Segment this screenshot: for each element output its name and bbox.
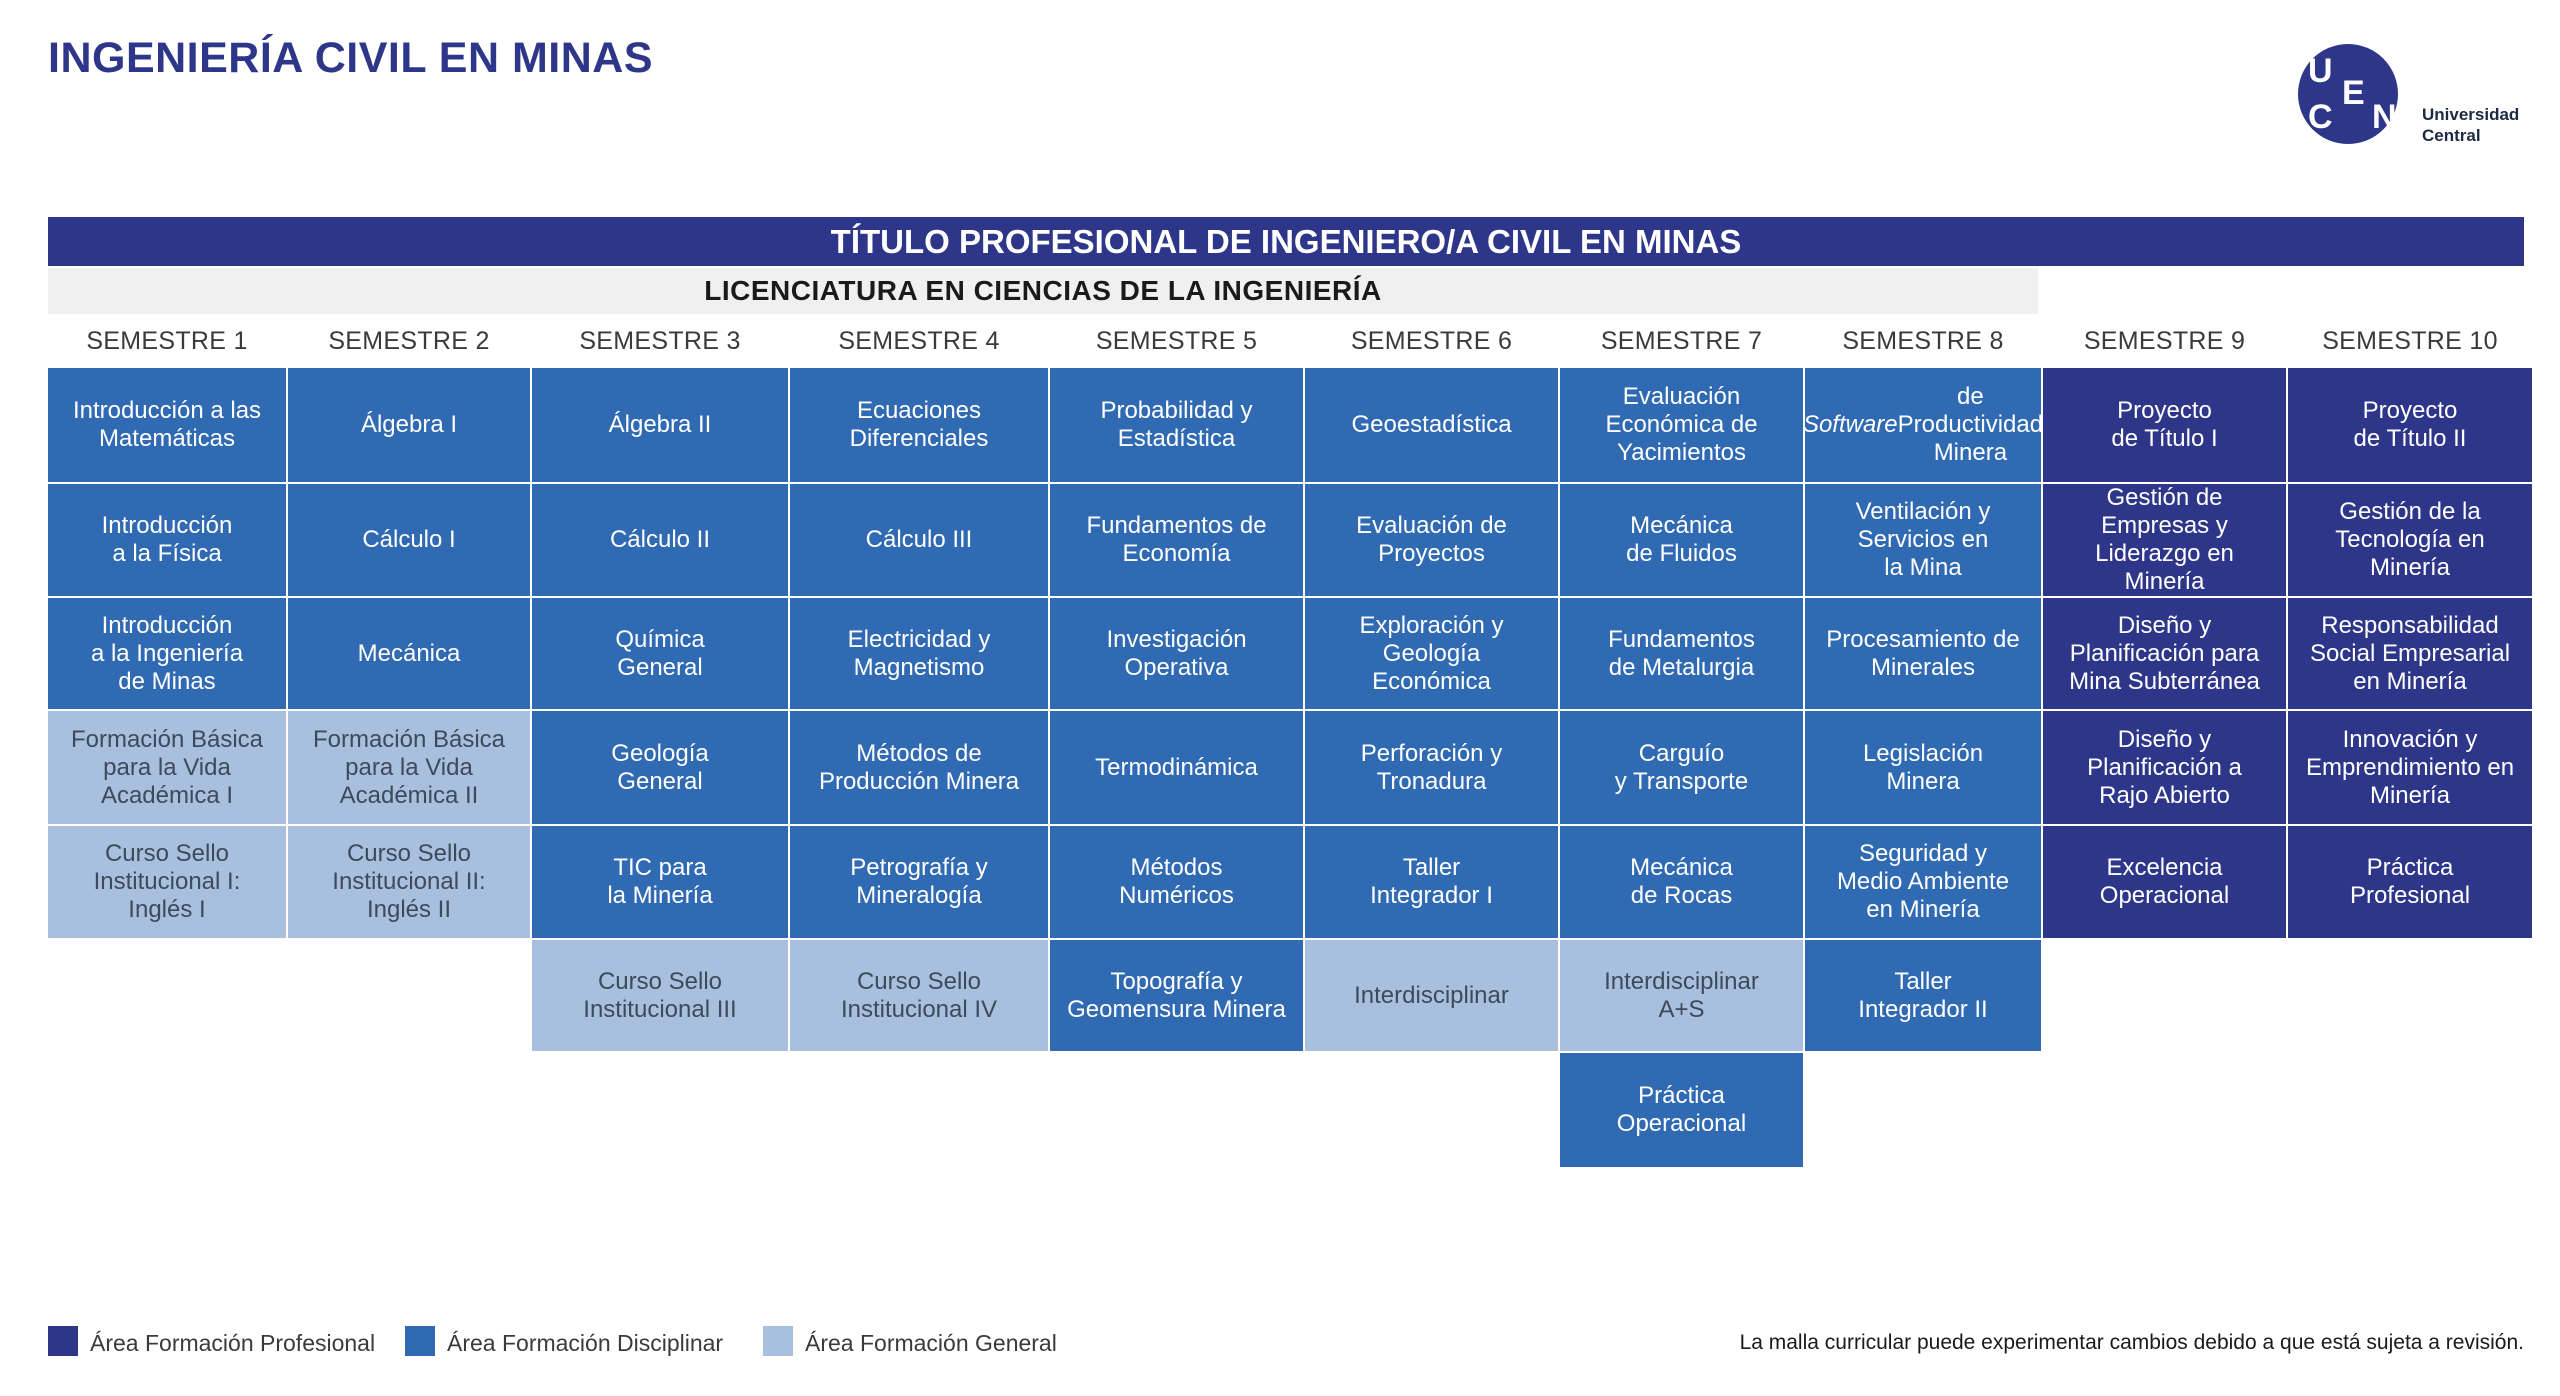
course-cell: Métodos de Producción Minera — [790, 711, 1048, 824]
course-cell: Electricidad y Magnetismo — [790, 598, 1048, 709]
course-cell: Métodos Numéricos — [1050, 826, 1303, 938]
course-cell: Diseño y Planificación a Rajo Abierto — [2043, 711, 2286, 824]
course-cell: Interdisciplinar A+S — [1560, 940, 1803, 1051]
course-cell: Perforación y Tronadura — [1305, 711, 1558, 824]
legend-swatch-disciplinar — [405, 1326, 435, 1356]
legend-swatch-general — [763, 1326, 793, 1356]
logo-line-1: Universidad — [2422, 105, 2520, 124]
course-cell: Geoestadística — [1305, 368, 1558, 482]
course-cell: Curso Sello Institucional II: Inglés II — [288, 826, 530, 938]
course-cell: Proyecto de Título I — [2043, 368, 2286, 482]
course-cell: Formación Básica para la Vida Académica I — [48, 711, 286, 824]
course-cell: Software de Productividad Minera — [1805, 368, 2041, 482]
course-cell: Termodinámica — [1050, 711, 1303, 824]
page-title: INGENIERÍA CIVIL EN MINAS — [48, 34, 654, 82]
course-cell: Responsabilidad Social Empresarial en Minería — [2288, 598, 2532, 709]
logo-letter-c: C — [2308, 98, 2333, 136]
course-cell: Práctica Profesional — [2288, 826, 2532, 938]
legend-label-profesional: Área Formación Profesional — [90, 1330, 376, 1356]
course-cell: Taller Integrador II — [1805, 940, 2041, 1051]
university-logo — [2298, 44, 2530, 148]
semester-header: SEMESTRE 2 — [328, 326, 490, 355]
semester-header: SEMESTRE 3 — [579, 326, 741, 355]
degree-title-banner: TÍTULO PROFESIONAL DE INGENIERO/A CIVIL EN MINAS — [48, 217, 2524, 266]
course-cell: Evaluación Económica de Yacimientos — [1560, 368, 1803, 482]
course-cell: Cálculo II — [532, 484, 788, 596]
semester-header: SEMESTRE 4 — [838, 326, 1000, 355]
logo-letter-u: U — [2308, 52, 2333, 90]
course-cell: Taller Integrador I — [1305, 826, 1558, 938]
course-cell: Gestión de Empresas y Liderazgo en Minería — [2043, 484, 2286, 596]
legend-label-general: Área Formación General — [805, 1330, 1057, 1356]
course-cell: Seguridad y Medio Ambiente en Minería — [1805, 826, 2041, 938]
course-cell: Mecánica de Rocas — [1560, 826, 1803, 938]
course-cell: Álgebra I — [288, 368, 530, 482]
course-cell: Ventilación y Servicios en la Mina — [1805, 484, 2041, 596]
course-cell: Cálculo I — [288, 484, 530, 596]
course-cell: Gestión de la Tecnología en Minería — [2288, 484, 2532, 596]
course-cell: Interdisciplinar — [1305, 940, 1558, 1051]
course-cell: Química General — [532, 598, 788, 709]
course-cell: Ecuaciones Diferenciales — [790, 368, 1048, 482]
course-cell: Evaluación de Proyectos — [1305, 484, 1558, 596]
course-cell: Curso Sello Institucional I: Inglés I — [48, 826, 286, 938]
course-cell: Geología General — [532, 711, 788, 824]
logo-brand-text — [2422, 104, 2519, 146]
course-cell: Petrografía y Mineralogía — [790, 826, 1048, 938]
logo-letter-e: E — [2342, 74, 2365, 112]
licentiate-banner: LICENCIATURA EN CIENCIAS DE LA INGENIERÍA — [48, 268, 2038, 314]
course-cell: Introducción a la Ingeniería de Minas — [48, 598, 286, 709]
legend-swatch-profesional — [48, 1326, 78, 1356]
semester-header: SEMESTRE 6 — [1350, 326, 1513, 355]
course-cell: Investigación Operativa — [1050, 598, 1303, 709]
course-cell: Procesamiento de Minerales — [1805, 598, 2041, 709]
course-cell: Topografía y Geomensura Minera — [1050, 940, 1303, 1051]
semester-header: SEMESTRE 5 — [1095, 326, 1258, 355]
course-cell: Mecánica — [288, 598, 530, 709]
semester-header: SEMESTRE 10 — [2322, 326, 2498, 355]
semester-header: SEMESTRE 1 — [86, 326, 248, 355]
course-cell: Probabilidad y Estadística — [1050, 368, 1303, 482]
course-cell: Curso Sello Institucional IV — [790, 940, 1048, 1051]
course-cell: Formación Básica para la Vida Académica II — [288, 711, 530, 824]
logo-letter-n: N — [2372, 98, 2397, 136]
course-cell: Curso Sello Institucional III — [532, 940, 788, 1051]
course-cell: Álgebra II — [532, 368, 788, 482]
course-cell: TIC para la Minería — [532, 826, 788, 938]
course-cell: Proyecto de Título II — [2288, 368, 2532, 482]
course-cell: Cálculo III — [790, 484, 1048, 596]
course-cell: Excelencia Operacional — [2043, 826, 2286, 938]
logo-line-2: Central — [2422, 126, 2481, 145]
course-cell: Introducción a las Matemáticas — [48, 368, 286, 482]
semester-header: SEMESTRE 9 — [2083, 326, 2246, 355]
course-cell: Mecánica de Fluidos — [1560, 484, 1803, 596]
legend-label-disciplinar: Área Formación Disciplinar — [447, 1330, 724, 1356]
disclaimer-note: La malla curricular puede experimentar cambios debido a que está sujeta a revisión. — [1739, 1331, 2524, 1354]
course-cell: Carguío y Transporte — [1560, 711, 1803, 824]
course-cell: Práctica Operacional — [1560, 1053, 1803, 1167]
course-cell: Introducción a la Física — [48, 484, 286, 596]
course-cell: Innovación y Emprendimiento en Minería — [2288, 711, 2532, 824]
course-cell: Fundamentos de Metalurgia — [1560, 598, 1803, 709]
course-cell: Diseño y Planificación para Mina Subterránea — [2043, 598, 2286, 709]
course-cell: Exploración y Geología Económica — [1305, 598, 1558, 709]
course-cell: Legislación Minera — [1805, 711, 2041, 824]
semester-header: SEMESTRE 7 — [1600, 326, 1763, 355]
course-cell: Fundamentos de Economía — [1050, 484, 1303, 596]
semester-header: SEMESTRE 8 — [1842, 326, 2004, 355]
